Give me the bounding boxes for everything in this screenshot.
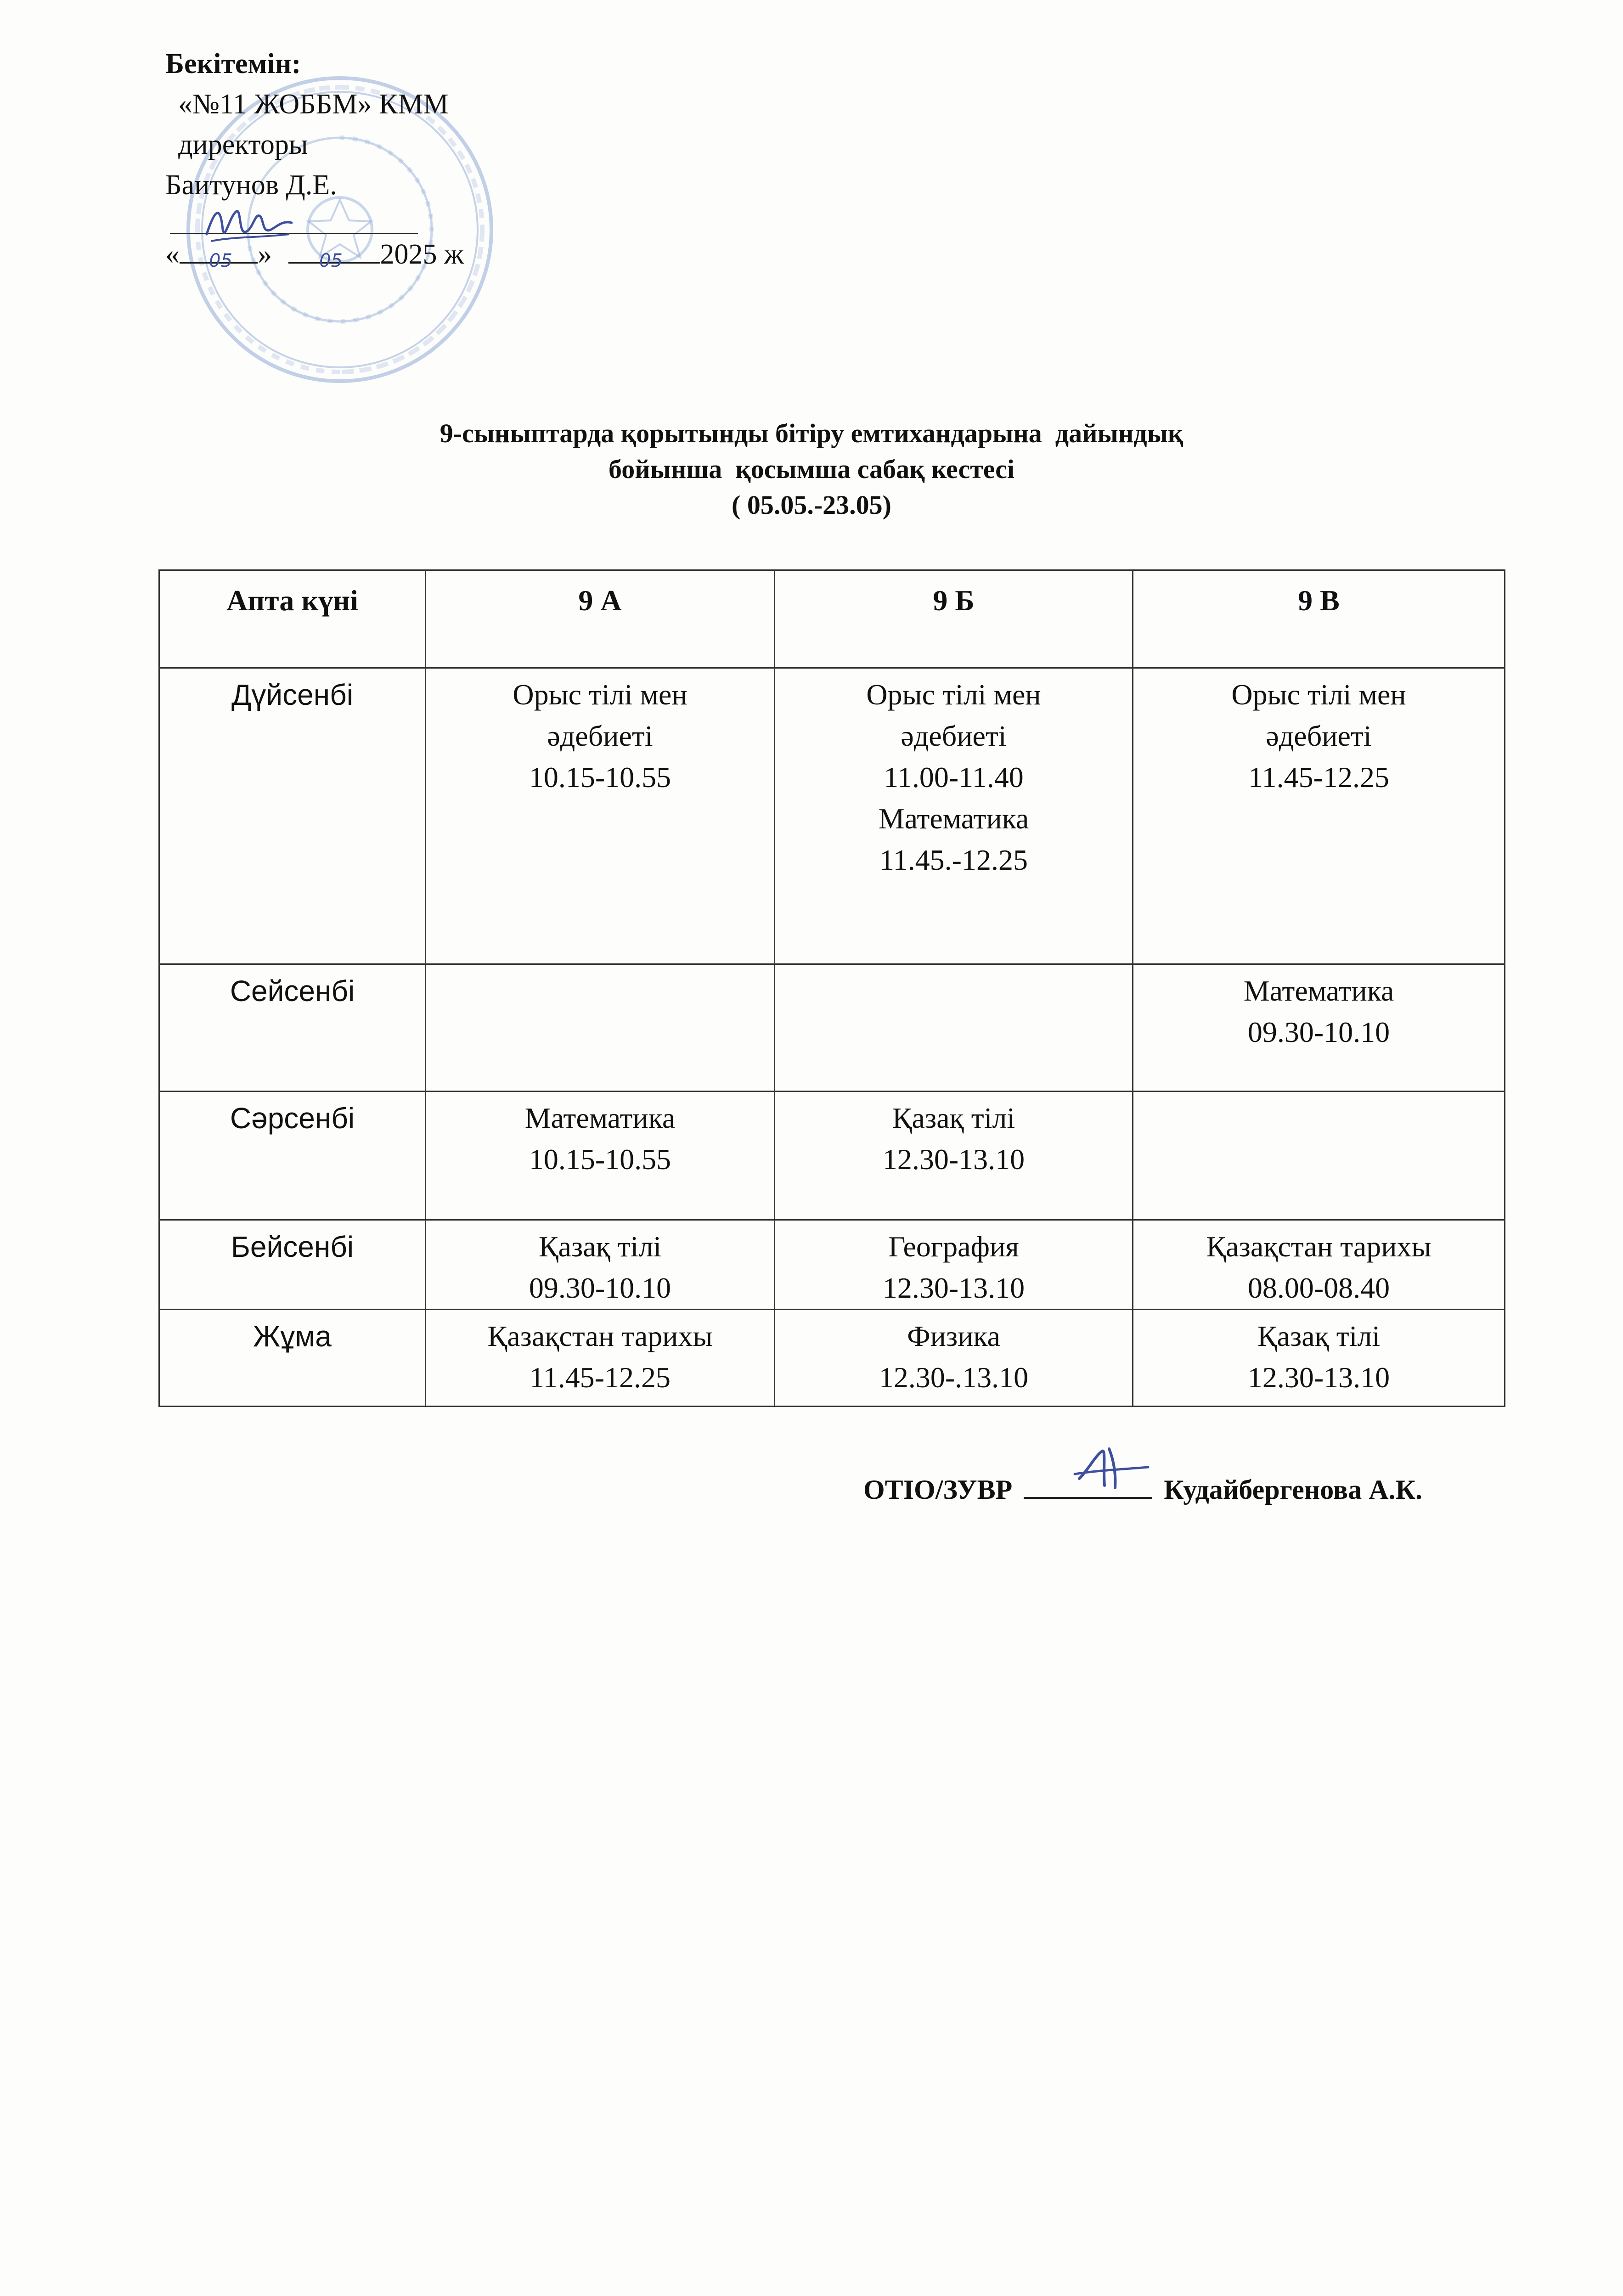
title-line-2: бойынша қосымша сабақ кестесі xyxy=(608,454,1015,484)
title-line-3: ( 05.05.-23.05) xyxy=(732,490,891,520)
class-cell xyxy=(1133,1220,1505,1310)
schedule-table xyxy=(158,569,1505,1407)
time-text: 09.30-10.10 xyxy=(529,1272,671,1304)
class-cell xyxy=(775,1220,1133,1310)
subject-text: Орыс тілі мен xyxy=(866,678,1041,711)
title-line-1: 9-сыныптарда қорытынды бітіру емтихандарына дайындық xyxy=(440,418,1183,448)
subject-text: Математика xyxy=(878,802,1029,835)
class-cell xyxy=(426,1310,775,1407)
document-title xyxy=(0,416,1623,523)
class-cell xyxy=(775,1092,1133,1220)
time-text: 11.45-12.25 xyxy=(1248,761,1389,793)
class-cell xyxy=(1133,1310,1505,1407)
time-text: 10.15-10.55 xyxy=(529,1143,671,1176)
subject-text: Қазақ тілі xyxy=(538,1230,662,1263)
subject-text: әдебиеті xyxy=(1266,720,1372,752)
time-text: 12.30-13.10 xyxy=(882,1272,1025,1304)
class-cell xyxy=(426,668,775,964)
table-row xyxy=(159,668,1505,964)
subject-text: әдебиеті xyxy=(547,720,653,752)
header-9v: 9 В xyxy=(1133,570,1505,668)
subject-text: Қазақстан тарихы xyxy=(1206,1230,1431,1263)
subject-text: Орыс тілі мен xyxy=(1231,678,1406,711)
subject-text: Қазақстан тарихы xyxy=(487,1320,713,1352)
date-day-handwritten: 05 xyxy=(209,250,232,271)
subject-text: География xyxy=(888,1230,1019,1263)
signature-icon xyxy=(202,197,294,253)
time-text: 09.30-10.10 xyxy=(1247,1016,1390,1048)
time-text: 11.45.-12.25 xyxy=(879,844,1028,876)
signature-icon xyxy=(1070,1442,1153,1492)
time-text: 12.30-.13.10 xyxy=(879,1361,1029,1394)
approval-name: Баитунов Д.Е. xyxy=(165,169,337,201)
date-month-handwritten: 05 xyxy=(319,250,343,271)
date-year: 2025 ж xyxy=(380,239,464,270)
class-cell xyxy=(426,1092,775,1220)
class-cell xyxy=(775,964,1133,1092)
class-cell xyxy=(1133,1092,1505,1220)
approval-heading: Бекітемін: xyxy=(165,48,301,79)
subject-text: Орыс тілі мен xyxy=(513,678,688,711)
day-cell: Дүйсенбі xyxy=(159,668,426,964)
class-cell xyxy=(775,668,1133,964)
day-cell: Жұма xyxy=(159,1310,426,1407)
footer-name: Кудайбергенова А.К. xyxy=(1164,1474,1423,1505)
header-9b: 9 Б xyxy=(775,570,1133,668)
footer-role: ОТІО/ЗУВР xyxy=(863,1474,1013,1505)
table-row xyxy=(159,1220,1505,1310)
day-cell: Бейсенбі xyxy=(159,1220,426,1310)
approval-org: «№11 ЖОББМ» КММ xyxy=(178,89,449,120)
subject-text: Математика xyxy=(524,1102,676,1134)
date-close-quote: » xyxy=(258,239,272,270)
table-header-row xyxy=(159,570,1505,668)
subject-text: Математика xyxy=(1243,974,1394,1007)
time-text: 11.45-12.25 xyxy=(530,1361,671,1394)
subject-text: әдебиеті xyxy=(901,720,1007,752)
table-row xyxy=(159,964,1505,1092)
time-text: 10.15-10.55 xyxy=(529,761,671,793)
header-9a: 9 А xyxy=(426,570,775,668)
subject-text: Қазақ тілі xyxy=(892,1102,1015,1134)
subject-text: Физика xyxy=(907,1320,1000,1352)
subject-text: Қазақ тілі xyxy=(1257,1320,1381,1352)
class-cell xyxy=(426,964,775,1092)
time-text: 08.00-08.40 xyxy=(1247,1272,1390,1304)
class-cell xyxy=(775,1310,1133,1407)
time-text: 11.00-11.40 xyxy=(884,761,1024,793)
class-cell xyxy=(1133,668,1505,964)
class-cell xyxy=(1133,964,1505,1092)
time-text: 12.30-13.10 xyxy=(1247,1361,1390,1394)
header-weekday: Апта күні xyxy=(159,570,426,668)
approval-position: директоры xyxy=(178,129,308,160)
date-open-quote: « xyxy=(165,239,180,270)
table-row xyxy=(159,1092,1505,1220)
class-cell xyxy=(426,1220,775,1310)
table-row xyxy=(159,1310,1505,1407)
day-cell: Сәрсенбі xyxy=(159,1092,426,1220)
day-cell: Сейсенбі xyxy=(159,964,426,1092)
time-text: 12.30-13.10 xyxy=(882,1143,1025,1176)
